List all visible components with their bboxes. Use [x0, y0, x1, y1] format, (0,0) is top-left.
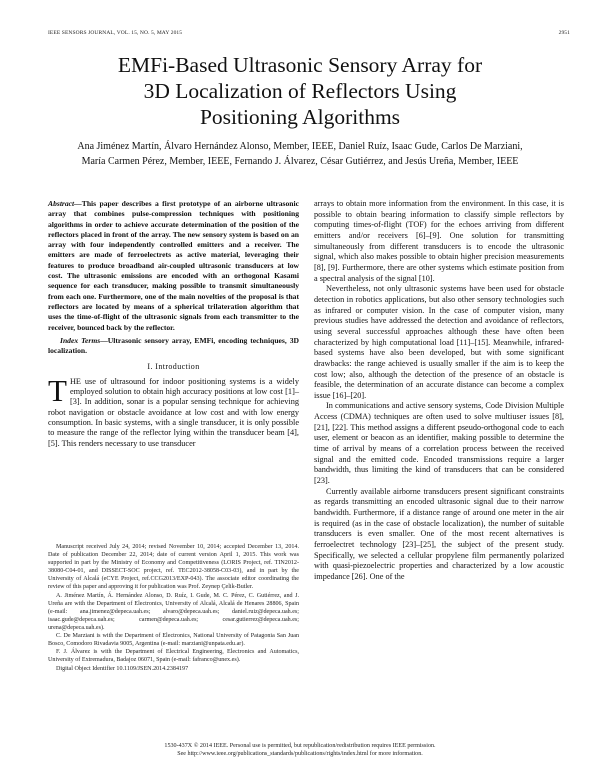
page-number: 2951 — [558, 30, 570, 36]
author-line: María Carmen Pérez, Member, IEEE, Fernando J. Álvarez, César Gutiérrez, and Jesús Ureña, Member, IEEE — [81, 156, 519, 167]
footnote-affiliation: A. Jiménez Martín, Á. Hernández Alonso, D. Ruíz, I. Gude, M. C. Pérez, C. Gutiérrez, and J. Ureña are with the Department of Electronics, University of Alcalá, Alcalá de Henares 28806, Spain (e-mail: ana.jimenez@depeca.uah.es; alvaro@depeca.uah.es; daniel.ruiz@depeca.uah.es; isaac.gude@depeca.uah.es; carmen@depeca.uah.es; cesar.gutierrez@depeca.uah.es; urena@depeca.uah.es). — [48, 592, 299, 631]
paper-title — [40, 52, 560, 130]
index-terms-lead: Index Terms— — [60, 335, 108, 345]
journal-header: IEEE SENSORS JOURNAL, VOL. 15, NO. 5, MAY 2015 — [48, 30, 183, 36]
footnote-affiliation: C. De Marziani is with the Department of Electronics, National University of Patagonia San Juan Bosco, Comodoro Rivadavia 9005, Argentina (e-mail: marziani@unpata.edu.ar). — [48, 633, 299, 648]
author-list — [30, 139, 570, 169]
rights-link: See http://www.ieee.org/publications_standards/publications/rights/index.html for more information. — [177, 751, 423, 757]
index-terms — [48, 336, 299, 357]
copyright-footer — [0, 742, 600, 758]
abstract-text: This paper describes a first prototype of an airborne ultrasonic array that combines pulse-compression techniques with positioning algorithms in order to achieve accurate determination of the position of the reflectors placed in front of the array. The new sensory system is based on an array with four independently controlled emitters and a receiver. The emitters are made of ferroelectrets as active material, leveraging their features to produce broadband air-coupled ultrasonic transducers at low cost. The ultrasonic emissions are encoded with an orthogonal Kasami sequence for each transducer, making possible to transmit simultaneously from each one. Furthermore, one of the main novelties of the proposal is that reflectors are located by means of a spherical trilateration algorithm that uses the time-of-flight of the ultrasonic signals from each transmitter to the receiver, bounced back by the reflector. — [48, 199, 299, 332]
title-line: 3D Localization of Reflectors Using — [143, 79, 457, 103]
left-column — [48, 199, 299, 449]
footnotes — [48, 543, 299, 674]
abstract — [48, 199, 299, 333]
footnote-manuscript: Manuscript received July 24, 2014; revised November 10, 2014; accepted December 13, 2014. Date of publication December 22, 2014; date of current version April 1, 2015. This work was supported in part by the Ministry of Economy and Competitiveness (LORIS Project, ref. TIN2012-38080-C04-01, and DISSECT-SOC project, ref. TEC2012-38058-C03-03), and in part by the University of Alcalá (eCYE Project, ref.CCG2013/EXP-043). The associate editor coordinating the review of this paper and approving it for publication was Prof. Zeynep Çelik-Butler. — [48, 544, 299, 591]
body-paragraph: Nevertheless, not only ultrasonic systems have been used for obstacle detection in robotics applications, but also other sensory technologies such as infrared or computer vision. In the case of computer vision, many previous studies have addressed the detection and avoidance of reflectors, using several successful approaches although these have often been characterized by high computational load [11]–[15]. Meanwhile, infrared-based systems have also been developed, but with some significant drawbacks: the range achieved is usually smaller if the aim is to keep the cost low; also, although the detection of the presence of an obstacle is feasible, the determination of an accurate distance can become a complex issue [16]–[20]. — [314, 284, 564, 400]
footnote-affiliation: F. J. Álvarez is with the Department of Electrical Engineering, Electronics and Automatics, University of Extremadura, Badajoz 06071, Spain (e-mail: fafranco@unex.es). — [48, 649, 299, 664]
body-paragraph: Currently available airborne transducers present significant constraints as regards transmitting an encoded ultrasonic signal due to their narrow bandwidth. Furthermore, if a distance range of around one meter in the air is required (as in the case of obstacle localization), the number of suitable transducers is even smaller. One of the most recent alternatives is ferroelectret technology [23]–[25], the subject of the present study. Specifically, we selected a cellular propylene film permanently polarized with quasi-piezoelectric properties and characterized by a low acoustic impedance [26]. One of the — [314, 486, 564, 581]
index-terms-text: Ultrasonic sensory array, EMFi, encoding techniques, 3D localization. — [48, 335, 299, 356]
intro-text: HE use of ultrasound for indoor positioning systems is a widely employed solution to obtain high accuracy positions at low cost [1]–[3]. In addition, sonar is a popular sensing technique for achieving robot navigation or obstacle avoidance at low cost and with low energy consumption. In basic systems, with a single transducer, it is only possible to measure the range of the reflector lying within the transducer beam [4], [5]. This renders necessary to use transducer — [48, 376, 299, 448]
section-heading: I. Introduction — [147, 362, 200, 372]
drop-cap: T — [48, 372, 67, 408]
running-header — [48, 30, 570, 36]
abstract-lead: Abstract— — [48, 199, 82, 208]
title-line: Positioning Algorithms — [199, 105, 401, 129]
body-paragraph: arrays to obtain more information from the environment. In this case, it is possible to obtain bearing information to classify simple reflectors by computing times-of-flight (TOF) for the echoes arriving from different emitters and/or receivers [6]–[9]. One solution for transmitting simultaneously from different transducers is to encode the ultrasonic signal, which also makes possible to obtain higher precision measurements [8], [9]. Furthermore, there are other systems which estimate position from a spectral analysis of the signal [10]. — [314, 199, 564, 283]
doi: Digital Object Identifier 10.1109/JSEN.2014.2384197 — [56, 666, 189, 673]
body-paragraph: In communications and active sensory systems, Code Division Multiple Access (CDMA) techniques are often used to solve multiuser issues [8], [21], [22]. This method assigns a different pseudo-orthogonal code to each user, element or beacon as an identifier, making possible to determine the time of arrival by means of a correlation process between the received signal and the emitted code. Encoded transmissions require a larger bandwidth, thus limiting the kind of transducers that can be considered [23]. — [314, 401, 564, 486]
copyright-line: 1530-437X © 2014 IEEE. Personal use is permitted, but republication/redistribution requires IEEE permission. — [164, 743, 436, 749]
intro-paragraph — [48, 372, 299, 449]
right-column — [314, 199, 564, 583]
title-line: EMFi-Based Ultrasonic Sensory Array for — [117, 53, 483, 77]
author-line: Ana Jiménez Martín, Álvaro Hernández Alonso, Member, IEEE, Daniel Ruíz, Isaac Gude, Carlos De Marziani, — [77, 141, 523, 152]
